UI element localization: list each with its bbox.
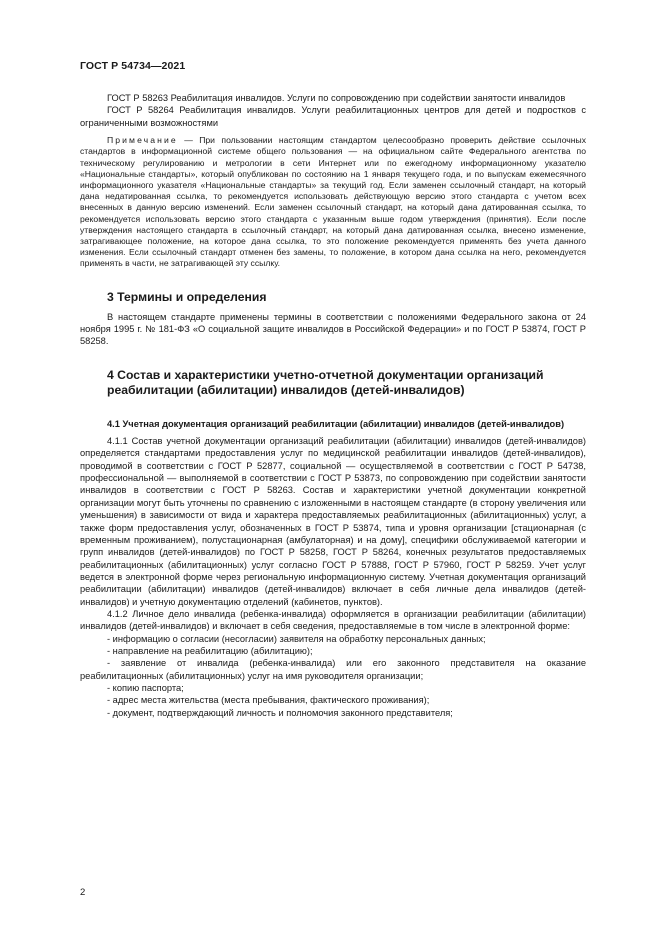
subsection-4-1-heading: 4.1 Учетная документация организаций реабилитации (абилитации) инвалидов (детей-инвалидов) [107, 418, 565, 429]
note-text: — При пользовании настоящим стандартом целесообразно проверить действие ссылочных стандартов в информационной системе общего пользования — на официальном сайте Федерального агентства по техническому регулированию и метрологии в сети Интернет или по ежегодному информационному указателю «Национальные стандарты», который опубликован по состоянию на 1 января текущего года, и по выпускам ежемесячного информационного указателя «Национальные стандарты» за текущий год. Если заменен ссылочный стандарт, на который дана недатированная ссылка, то рекомендуется использовать действующую версию этого стандарта с учетом всех внесенных в данную версию изменений. Если заменен ссылочный стандарт, на который дана датированная ссылка, то рекомендуется использовать версию этого стандарта с указанным выше годом утверждения (принятия). Если после утверждения настоящего стандарта в ссылочный стандарт, на который дана датированная ссылка, внесено изменение, затрагивающее положение, на которое дана ссылка, то это положение рекомендуется применять без учета данного изменения. Если ссылочный стандарт отменен без замены, то положение, в котором дана ссылка на него, рекомендуется применять в части, не затрагивающей эту ссылку. [80, 135, 586, 269]
list-item: - адрес места жительства (места пребывания, фактического проживания); [107, 695, 430, 706]
reference-gost-58263: ГОСТ Р 58263 Реабилитация инвалидов. Услуги по сопровождению при содействии занятости инвалидов [107, 93, 566, 103]
note-paragraph [80, 135, 586, 269]
list-item: - заявление от инвалида (ребенка-инвалида) или его законного представителя на оказание реабилитационных (абилитационных) услуг на имя руководителя организации; [80, 658, 586, 681]
page-content [80, 92, 586, 719]
list-item: - копию паспорта; [107, 682, 184, 693]
section-3-heading: 3 Термины и определения [107, 289, 267, 304]
note-label: Примечание [107, 135, 178, 146]
document-header: ГОСТ Р 54734—2021 [80, 60, 186, 72]
reference-gost-58264: ГОСТ Р 58264 Реабилитация инвалидов. Услуги реабилитационных центров для детей и подростков с ограниченными возможностями [80, 105, 586, 128]
list-item: - документ, подтверждающий личность и полномочия законного представителя; [107, 707, 453, 718]
section-3-text: В настоящем стандарте применены термины в соответствии с положениями Федерального закона от 24 ноября 1995 г. № 181-ФЗ «О социальной защите инвалидов в Российской Федерации» и по ГОСТ Р 53874, ГОСТ Р 58258. [80, 311, 586, 347]
list-item: - информацию о согласии (несогласии) заявителя на обработку персональных данных; [107, 633, 486, 644]
paragraph-4-1-2: 4.1.2 Личное дело инвалида (ребенка-инвалида) оформляется в организации реабилитации (абилитации) инвалидов (детей-инвалидов) и включает в себя сведения, предоставляемые в том числе в электронной форме: [80, 608, 586, 632]
list-item: - направление на реабилитацию (абилитацию); [107, 645, 313, 656]
paragraph-4-1-1: 4.1.1 Состав учетной документации организаций реабилитации (абилитации) инвалидов (детей-инвалидов) определяется стандартами предоставления услуг по медицинской реабилитации инвалидов (детей-инвалидов), проводимой в соответствии с ГОСТ Р 52877, социальной — осуществляемой в соответствии с ГОСТ Р 54738, профессиональной — выполняемой в соответствии с ГОСТ Р 53873, по сопровождению при содействии занятости инвалидов в соответствии с ГОСТ Р 58263. Состав и характеристики учетной документации конкретной организации могут быть уточнены по сравнению с изложенными в настоящем стандарте (в сторону увеличения или уменьшения) в зависимости от вида и характера предоставляемых реабилитационных (абилитационных) услуг, а также форм предоставления услуг, обозначенных в ГОСТ Р 53874, типа и уровня организации [стационарная (с временным проживанием), полустационарная (амбулаторная) и на дому], специфики обслуживаемой категории и групп инвалидов (детей-инвалидов) по ГОСТ Р 58258, ГОСТ Р 58264, конечных результатов предоставляемых реабилитационных (абилитационных) услуг согласно ГОСТ Р 57888, ГОСТ Р 57960, ГОСТ Р 58259. Учет услуг ведется в электронной форме через региональную информационную систему. Учетная документация организаций реабилитации (абилитации) инвалидов (детей-инвалидов) включает в себя личные дела инвалидов (детей-инвалидов) и учетную документацию отделений (кабинетов, пунктов). [80, 436, 586, 607]
section-4-heading: 4 Состав и характеристики учетно-отчетной документации организаций реабилитации (абилитации) инвалидов (детей-инвалидов) [107, 367, 544, 397]
page-number: 2 [80, 887, 86, 898]
